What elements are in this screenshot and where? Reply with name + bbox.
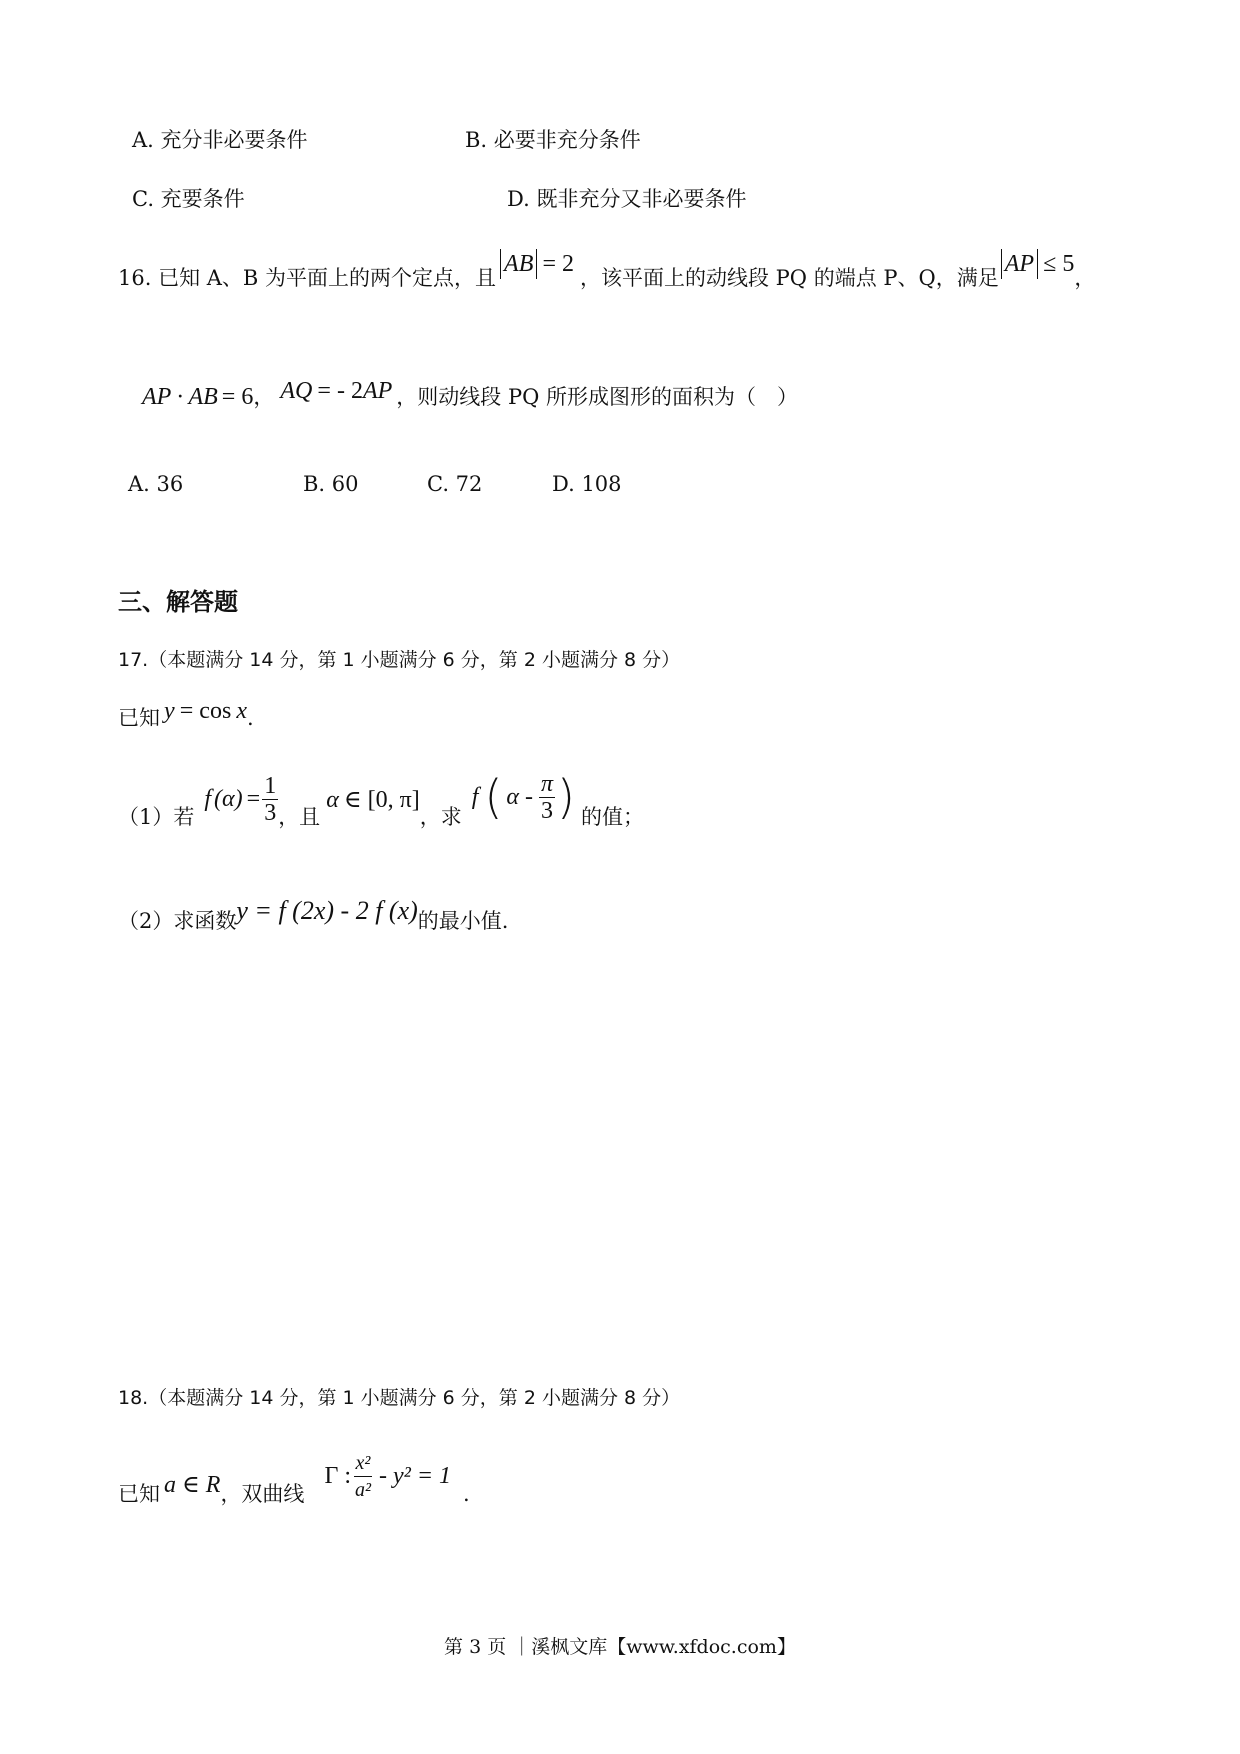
q17-p1-right-paren: )	[557, 770, 575, 824]
q17-p1-end: 的值；	[580, 805, 644, 829]
q17-p2-end: 的最小值.	[417, 909, 509, 933]
q17-p1-f2: f	[471, 783, 479, 810]
q17-part-1	[118, 758, 644, 848]
q16-dot-rhs: = 6	[221, 383, 254, 410]
q17-p1-alpha: (α)	[214, 785, 243, 812]
q16-abs-ab-expr	[500, 249, 574, 279]
q16-le-5: ≤ 5	[1043, 251, 1075, 277]
q16-tail: ，则动线段 PQ 所形成图形的面积为（ ）	[396, 385, 798, 409]
q17-p1-three: 3	[541, 797, 553, 824]
q17-given-x: x	[236, 697, 248, 724]
q17-given-eq: = cos	[179, 697, 232, 724]
q17-p1-left-paren: (	[484, 770, 503, 824]
q17-p1-f-expr	[204, 773, 278, 826]
q18-rest: - y² = 1	[378, 1462, 452, 1489]
q18-gamma: Γ :	[324, 1462, 351, 1489]
q17-p1-fraction	[262, 773, 278, 826]
q16-mid: ，该平面上的动线段 PQ 的端点 P、Q，满足	[580, 266, 999, 290]
q17-given	[118, 698, 254, 738]
q18-header: 18.（本题满分 14 分，第 1 小题满分 6 分，第 2 小题满分 8 分）	[118, 1387, 681, 1409]
q18-fraction	[353, 1450, 373, 1503]
q16-option-d: D. 108	[552, 472, 622, 496]
q17-p1-den: 3	[264, 799, 277, 826]
q18-x2: x²	[354, 1450, 373, 1477]
q17-p1-in: ∈ [0, π]	[343, 786, 420, 813]
q16-line-2	[142, 375, 798, 419]
q16-aq-rhs: = - 2	[317, 377, 363, 404]
q17-given-prefix: 已知	[118, 706, 160, 730]
section-heading: 三、解答题	[118, 588, 238, 616]
q16-intro: 16. 已知 A、B 为平面上的两个定点，且	[118, 266, 497, 290]
q17-p1-pi: π	[540, 770, 554, 797]
q16-aq-lhs: AQ	[280, 377, 313, 404]
q17-part-2	[118, 888, 508, 938]
q18-a2: a²	[354, 1478, 371, 1501]
q17-p1-alpha2: α	[326, 786, 339, 813]
q16-aq-ap: AP	[362, 377, 393, 404]
q17-p1-pi-fraction	[539, 771, 555, 824]
q17-p1-seek: ，求	[419, 805, 462, 829]
q16-aq-expr	[280, 378, 392, 405]
q17-p1-eq: =	[246, 785, 261, 812]
q17-p1-mid: ，且	[278, 805, 321, 829]
page-footer: 第 3 页 ｜溪枫文库【www.xfdoc.com】	[444, 1636, 796, 1658]
q17-given-y: y	[164, 697, 175, 724]
q15-option-b: B. 必要非充分条件	[465, 128, 641, 152]
q18-end: .	[463, 1482, 470, 1506]
q17-p1-f: f	[204, 785, 212, 812]
q16-eq-2: = 2	[542, 251, 574, 277]
q17-p2-prefix: （2）求函数	[118, 909, 237, 933]
q16-abs-ab: AB	[500, 249, 537, 279]
q18-mid: ，双曲线	[220, 1482, 305, 1506]
q17-given-end: .	[247, 706, 254, 730]
q17-p1-arg: α -	[506, 783, 533, 810]
q17-header: 17.（本题满分 14 分，第 1 小题满分 6 分，第 2 小题满分 8 分）	[118, 649, 681, 671]
q17-p1-num: 1	[264, 772, 277, 799]
q15-option-d: D. 既非充分又非必要条件	[507, 187, 747, 211]
q17-p1-f2-expr	[472, 770, 575, 824]
q17-p1-domain	[326, 785, 420, 814]
q16-abs-ap-expr	[1001, 249, 1075, 279]
q18-given-prefix: 已知	[118, 1482, 160, 1506]
q17-p1-prefix: （1）若	[118, 805, 195, 829]
q16-comma: ，	[1074, 266, 1096, 290]
q16-sep: ，	[253, 385, 275, 409]
q16-dot-lhs: AP · AB	[142, 383, 218, 410]
q17-p2-expr: y = f (2x) - 2 f (x)	[236, 896, 418, 925]
q15-option-a: A. 充分非必要条件	[132, 128, 308, 152]
q15-option-c: C. 充要条件	[132, 187, 245, 211]
q16-line-1	[118, 248, 1095, 308]
q18-hyperbola	[324, 1450, 451, 1503]
q16-option-b: B. 60	[303, 472, 359, 496]
q16-abs-ap: AP	[1001, 249, 1038, 279]
q16-option-a: A. 36	[128, 472, 184, 496]
q18-given	[118, 1440, 470, 1520]
q17-given-expr	[164, 698, 247, 725]
q16-option-c: C. 72	[427, 472, 483, 496]
q18-a-in-r: a ∈ R	[164, 1471, 221, 1498]
